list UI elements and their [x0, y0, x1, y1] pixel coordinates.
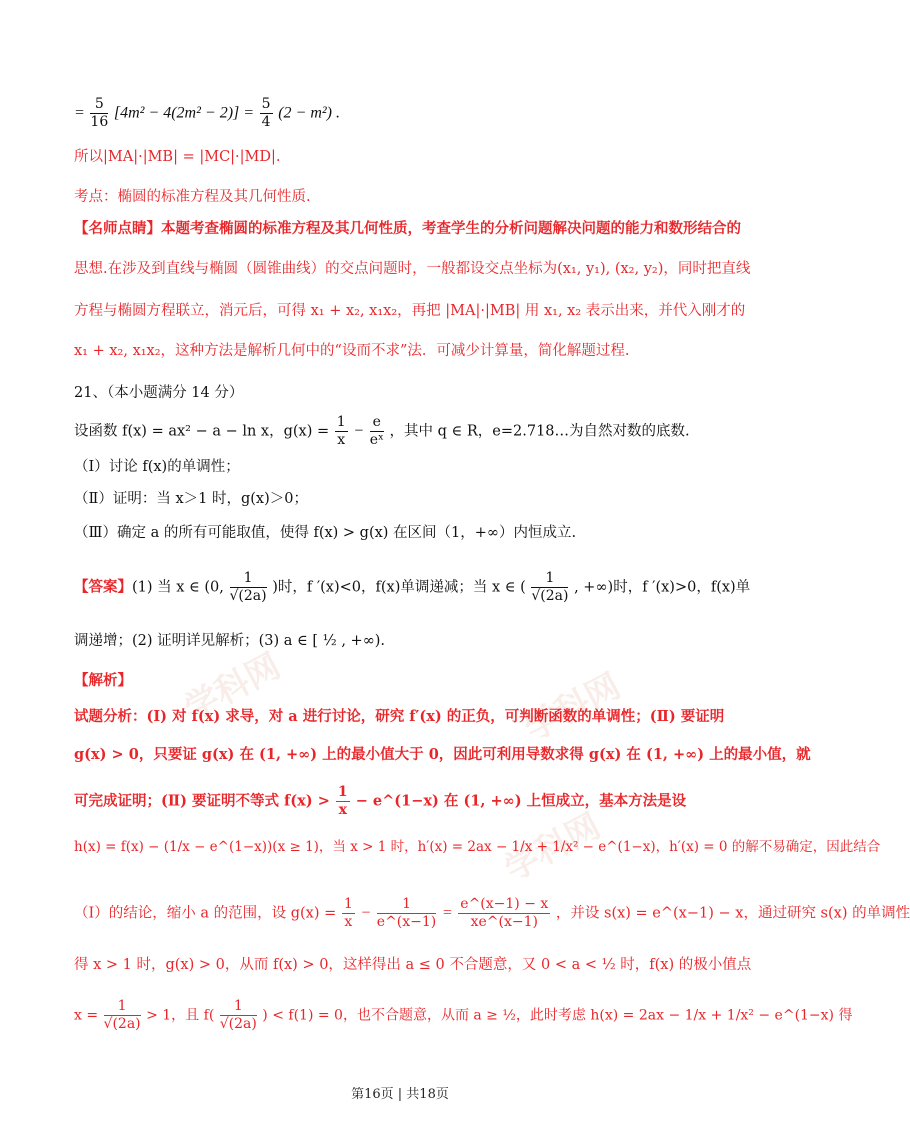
mingshi-line-1: 【名师点睛】本题考查椭圆的标准方程及其几何性质，考查学生的分析问题解决问题的能力和数形结合的: [74, 220, 741, 237]
analysis-line-5: （Ⅰ）的结论，缩小 a 的范围，设 g(x) = $\frac{1}{x}$ − $\frac{1}{e\^{}(x-1)}$ = $\frac{e\^{}(x-1) - x}{xe\^{}(x-1)}$ ，并设 s(x) = e^(x−1) − x，通过研究 s(x) 的单调性: [74, 896, 910, 930]
question-21-statement: 设函数 f(x) = ax² − a − ln x，g(x) = $\frac{1}{x}$ − $\frac{e}{\text{eˣ}}$ ，其中 q ∈ R，e=2.718…为自然对数的底数.: [74, 414, 690, 448]
analysis-line-7: x = $\frac{1}{√(2a)}$ > 1，且 f( $\frac{1}{√(2a)}$ ) < f(1) = 0，也不合题意，从而 a ≥ ½，此时考虑 h(x) = 2ax − 1/x + 1/x² − e^(1−x) 得: [74, 998, 853, 1032]
formula-line-1: = $\frac{5}{16}$ [4m² − 4(2m² − 2)] = $\frac{5}{4}$ (2 − m²) .: [74, 96, 340, 130]
jiexi-header: 【解析】: [74, 672, 132, 689]
mingshi-line-3: 方程与椭圆方程联立，消元后，可得 x₁ + x₂, x₁x₂，再把 |MA|·|MB| 用 x₁, x₂ 表示出来，并代入刚才的: [74, 303, 746, 319]
kaodian-line: 考点：椭圆的标准方程及其几何性质.: [74, 189, 311, 205]
analysis-line-2: g(x) > 0，只要证 g(x) 在 (1, +∞) 上的最小值大于 0，因此可利用导数求得 g(x) 在 (1, +∞) 上的最小值，就: [74, 746, 811, 763]
answer-line-1: 【答案】(1) 当 x ∈ (0, $\frac{1}{√(2a)}$ )时，f ′(x)<0，f(x)单调递减；当 x ∈ ( $\frac{1}{√(2a)}$ , +∞)时，f ′(x)>0，f(x)单: [74, 570, 751, 604]
page-footer: 第16页 | 共18页: [351, 1087, 449, 1102]
analysis-line-4: h(x) = f(x) − (1/x − e^(1−x))(x ≥ 1)，当 x > 1 时，h′(x) = 2ax − 1/x + 1/x² − e^(1−x)，h′(x) = 0 的解不易确定，因此结合: [74, 839, 881, 855]
question-part-3: （Ⅲ）确定 a 的所有可能取值，使得 f(x) > g(x) 在区间（1，+∞）内恒成立.: [74, 525, 577, 541]
analysis-line-6: 得 x > 1 时，g(x) > 0，从而 f(x) > 0，这样得出 a ≤ 0 不合题意，又 0 < a < ½ 时，f(x) 的极小值点: [74, 957, 752, 973]
conclusion-line: 所以|MA|·|MB| = |MC|·|MD|.: [74, 149, 281, 165]
mingshi-line-4: x₁ + x₂, x₁x₂，这种方法是解析几何中的“设而不求”法．可减少计算量，简化解题过程.: [74, 343, 630, 359]
answer-line-2: 调递增；(2) 证明详见解析；(3) a ∈ [ ½ , +∞).: [74, 633, 386, 649]
question-part-2: （Ⅱ）证明：当 x＞1 时，g(x)＞0；: [74, 491, 308, 507]
analysis-line-3: 可完成证明；(Ⅱ) 要证明不等式 f(x) > $\frac{1}{x}$ − e^(1−x) 在 (1, +∞) 上恒成立，基本方法是设: [74, 784, 687, 818]
watermark-1: 学科网: [178, 645, 288, 730]
question-21-header: 21、（本小题满分 14 分）: [74, 385, 244, 401]
watermark-2: 学科网: [518, 665, 628, 750]
analysis-line-1: 试题分析：(Ⅰ) 对 f(x) 求导，对 a 进行讨论，研究 f′(x) 的正负，可判断函数的单调性；(Ⅱ) 要证明: [74, 708, 725, 725]
watermark-3: 学科网: [498, 805, 608, 890]
question-part-1: （Ⅰ）讨论 f(x)的单调性；: [74, 459, 240, 475]
mingshi-line-2: 思想.在涉及到直线与椭圆（圆锥曲线）的交点问题时，一般都设交点坐标为(x₁, y₁), (x₂, y₂)，同时把直线: [74, 261, 751, 277]
